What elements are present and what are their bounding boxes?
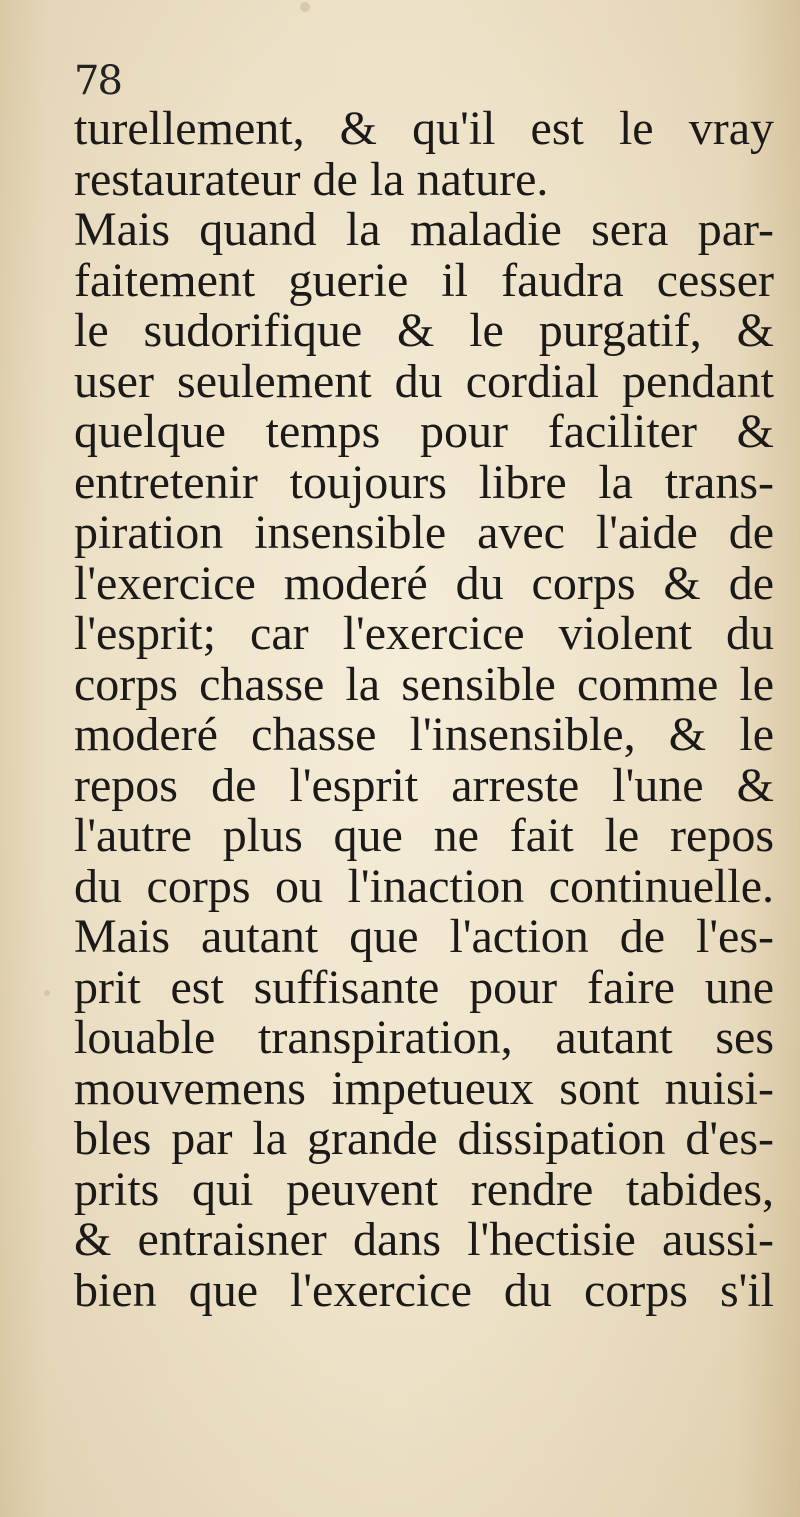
text-line: moderé chasse l'insensible, & le xyxy=(74,708,774,761)
page-number: 78 xyxy=(74,58,121,104)
text-line: piration insensible avec l'aide de xyxy=(74,506,774,559)
text-line: quelque temps pour faciliter & xyxy=(74,405,774,458)
text-line: l'exercice moderé du corps & de xyxy=(74,556,774,610)
text-line: mouvemens impetueux sont nuisi- xyxy=(74,1061,774,1115)
text-line: user seulement du cordial pendant xyxy=(74,354,774,408)
text-line: corps chasse la sensible comme le xyxy=(74,657,774,711)
text-line: turellement, & qu'il est le vray xyxy=(74,102,774,155)
text-line: faitement guerie il faudra cesser xyxy=(74,253,774,307)
text-line: bles par la grande dissipation d'es- xyxy=(74,1112,774,1165)
text-line: l'esprit; car l'exercice violent du xyxy=(74,607,774,660)
paper-stain xyxy=(300,2,310,12)
text-line: bien que l'exercice du corps s'il xyxy=(74,1263,774,1317)
text-line: l'autre plus que ne fait le repos xyxy=(74,809,774,862)
text-line: Mais quand la maladie sera par- xyxy=(74,203,774,256)
text-line: entretenir toujours libre la trans- xyxy=(74,455,774,509)
paper-stain xyxy=(44,990,50,996)
text-line: repos de l'esprit arreste l'une & xyxy=(74,758,774,812)
text-line: prit est suffisante pour faire une xyxy=(74,960,774,1014)
text-line: prits qui peuvent rendre tabides, xyxy=(74,1162,774,1216)
text-line: louable transpiration, autant ses xyxy=(74,1011,774,1064)
text-line: Mais autant que l'action de l'es- xyxy=(74,910,774,963)
text-line: le sudorifique & le purgatif, & xyxy=(74,304,774,357)
page-body-text xyxy=(74,104,794,1316)
text-line: du corps ou l'inaction continuelle. xyxy=(74,859,774,913)
text-line: & entraisner dans l'hectisie aussi- xyxy=(74,1213,774,1266)
text-line: restaurateur de la nature. xyxy=(74,152,549,206)
